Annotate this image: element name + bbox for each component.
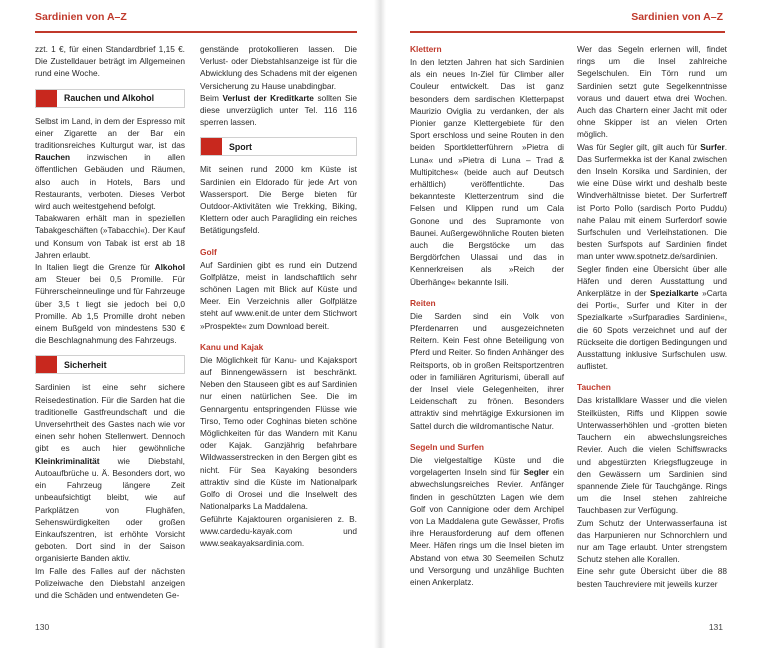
- header-rule-left: [35, 31, 357, 33]
- right-column-1: [410, 43, 564, 588]
- subheading-golf: Golf: [200, 246, 217, 257]
- subheading-kanu: Kanu und Kajak: [200, 341, 264, 352]
- paragraph-surfer: Was für Segler gilt, gilt auch für Surfer. Das Surfermekka ist der Kanal zwischen den Inseln Korsika und Sardinien, der wie eine Düse wirkt und deshalb beste Windverhältnisse bietet. Der Surfertreff ist Porto Pollo (sardisch Porto Puddu) nahe Palau mit einem Surferdorf sowie Surfschulen und Verleihstationen. Die besten Surfspots auf Sardinien findet man unter www.spotnetz.de/sardinien.: [577, 141, 727, 262]
- subheading-klettern: Klettern: [410, 44, 442, 54]
- paragraph-klettern: In den letzten Jahren hat sich Sardinien als ein neues In-Ziel für Climber aller Couleur entwickelt. Das ist ganz besonders dem sardischen Kletterpapst Maurizio Oviglia zu verdanken, der als Pionier ganze Klettergebiete für den Sport erschloss und seine Routen in den beiden Sportkletterführern »Pietra di Luna« und »Pietra di Luna – Trad & Multipitches« (beide auch auf Deutsch erhältlich) veröffentlichte. Das bekannteste Kletterzentrum sind die Felsen und Klippen rund um Cala Gonone und des Supramonte von Baunei. Außergewöhnliche Routen bieten auch die Bergstöcke um das Bergdörfchen Ulassai und das in Kennerkreisen als »Reich der Überhänge« bekannte Isili.: [410, 57, 564, 287]
- section-box-sport: [200, 137, 357, 156]
- paragraph-postage: zzt. 1 €, für einen Standardbrief 1,15 €. Die Zustelldauer beträgt im Allgemeinen rund eine Woche.: [35, 44, 185, 79]
- left-column-1: [35, 43, 185, 601]
- running-header-left: Sardinien von A–Z: [35, 11, 127, 23]
- page-number-left: 130: [35, 622, 50, 632]
- subheading-reiten: Reiten: [410, 297, 436, 308]
- paragraph-kanu-2: Geführte Kajaktouren organisieren z. B. www.cardedu-kayak.com und www.seakayaksardinia.com.: [200, 513, 357, 548]
- subheading-tauchen: Tauchen: [577, 382, 611, 393]
- paragraph-tauchen-3: Eine sehr gute Übersicht über die 88 besten Tauchreviere mit jeweils kurzer: [577, 566, 727, 589]
- paragraph-reiten: Die Sarden sind ein Volk von Pferdenarren und ausgezeichneten Reitern. Kein Fest ohne Beteiligung von Pferd und Reiter. So finden Anhänger des Reitsports, ob in großen Reitsportzentren oder in familiären Agriturismi, überall auf der Insel viele Gelegenheiten, ihrer Leidenschaft zu frönen. Besonders attraktiv sind mehrtägige Exkursionen im Sattel durch die wildromantische Natur.: [410, 310, 564, 431]
- paragraph-segelschulen: Wer das Segeln erlernen will, findet rings um die Insel zahlreiche Segelschulen. Ein Törn rund um Sardinien setzt gute Segelkenntnisse voraus und dauert etwa drei Wochen. Auch das Chartern einer Jacht mit oder ohne Skipper ist an vielen Orten möglich.: [577, 44, 727, 140]
- running-header-right: Sardinien von A–Z: [631, 11, 723, 23]
- section-title-sicherheit: Sicherheit: [64, 359, 107, 370]
- header-rule-right: [410, 31, 725, 33]
- section-title-sport: Sport: [229, 141, 252, 152]
- right-column-2: [577, 43, 727, 590]
- paragraph-kreditkarte: Beim Verlust der Kreditkarte sollten Sie diese unverzüglich unter Tel. 116 116 sperren lassen.: [200, 92, 357, 128]
- subheading-segeln: Segeln und Surfen: [410, 441, 484, 452]
- paragraph-sicherheit-1: Sardinien ist eine sehr sichere Reisedestination. Für die Sarden hat die traditionelle Gastfreundschaft und die Unversehrtheit des Gastes nach wie vor einen sehr hohen Stellenwert. Dennoch gibt es auch hier gewöhnliche Kleinkriminalität wie Diebstahl, Autoaufbrüche u. Ä. Besonders dort, wo ein Fahrzeug längere Zeit unbeaufsichtigt bleibt, wie auf Parkplätzen von Flughäfen, Sehenswürdigkeiten oder großen Einkaufszentren, ist erhöhte Vorsicht geboten. Dort sind in der Saison organisierte Banden aktiv.: [35, 382, 185, 564]
- right-page: [380, 0, 759, 648]
- red-square-marker: [201, 138, 222, 155]
- red-square-marker: [36, 90, 57, 107]
- paragraph-segeln: Die vielgestaltige Küste und die vorgelagerten Inseln sind für Segler ein abwechslungsreiches Revier. Anfänger finden in geschützten Lagen wie dem Golf von Cannigione oder dem Archipel von La Maddalena gute Gewässer, Profis ihre Herausforderung auf dem offenen Meer. Häfen rings um die Insel bieten im Abstand von etwa 30 Seemeilen Schutz und Versorgung und unzählige Buchten einen Ankerplatz.: [410, 454, 564, 587]
- paragraph-sport: Mit seinen rund 2000 km Küste ist Sardinien ein Eldorado für jede Art von Wassersport. Die Berge bieten für Outdoor-Aktivitäten wie Trekking, Biking, Klettern oder auch Paragliding ein reiches Betätigungsfeld.: [200, 164, 357, 236]
- section-box-rauchen: [35, 89, 185, 108]
- paragraph-sicherheit-2: Im Falle des Falles auf der nächsten Polizeiwache den Diebstahl anzeigen und die Schäden und entwendeten Ge-: [35, 565, 185, 600]
- red-square-marker: [36, 356, 57, 373]
- paragraph-kanu-1: Die Möglichkeit für Kanu- und Kajaksport auf Binnengewässern ist beschränkt. Neben den Stauseen gibt es auf Sardinien nur einen natürlichen See. Die im Gennargentu entspringenden Flüsse wie Tirso, Temo oder Coghinas bieten schöne Möglichkeiten für das Wandern mit Kanu oder Kajak. Ganzjährig befahrbare Wildwasserstrecken in den Bergen gibt es nicht. Für Sea Kayaking besonders attraktiv sind die Küste im Nationalpark Golfo di Orosei und die Inselwelt des Nationalparks La Maddalena.: [200, 354, 357, 512]
- page-number-right: 131: [708, 622, 723, 632]
- paragraph-tauchen-1: Das kristallklare Wasser und die vielen Steilküsten, Riffs und Klippen sowie Unterwasserhöhlen und -grotten bieten Tauchern ein abwechslungsreiches Revier. Auch die vielen Schiffswracks und abgestürzten Kriegsflugzeuge in den Gewässern um Sardinien sind spannende Ziele für Tauchgänge. Rings um die Insel stehen zahlreiche Tauchbasen zur Verfügung.: [577, 395, 727, 516]
- paragraph-tauchen-2: Zum Schutz der Unterwasserfauna ist das Harpunieren nur Schnorchlern und nur am Tage erlaubt. Unter strengstem Schutz stehen alle Korallen.: [577, 517, 727, 565]
- section-title-rauchen: Rauchen und Alkohol: [64, 93, 155, 104]
- paragraph-rauchen-2: Tabakwaren erhält man in speziellen Tabakgeschäften (»Tabacchi«). Der Kauf und Konsum von Tabak ist erst ab 18 Jahren erlaubt.: [35, 213, 185, 260]
- left-column-2: [200, 43, 357, 549]
- section-box-sicherheit: [35, 355, 185, 374]
- paragraph-continued: genstände protokollieren lassen. Die Verlust- oder Diebstahlsanzeige ist für die Abwicklung des Schadens mit der eigenen Versicherung zu Hause unabdingbar.: [200, 44, 357, 91]
- paragraph-alkohol: In Italien liegt die Grenze für Alkohol am Steuer bei 0,5 Promille. Für Führerscheinneulinge und für Fahrzeuge über 3,5 t liegt sie jedoch bei 0,0 Promille. Ab 1,5 Promille droht neben einem Bußgeld von mindestens 530 € die Beschlagnahmung des Fahrzeugs.: [35, 262, 185, 346]
- paragraph-spezialkarte: Segler finden eine Übersicht über alle Häfen und deren Ausstattung und Ankerplätze in der Spezialkarte »Carta dei Porti«, Surfer und Kiter in der Spezialkarte »Surfparadies Sardinien«, die 60 Spots verzeichnet und auf der Rückseite die dortigen Bedingungen und Ausstattung inklusive Surfschulen usw. auflistet.: [577, 263, 727, 372]
- paragraph-golf: Auf Sardinien gibt es rund ein Dutzend Golfplätze, meist in landschaftlich sehr schönen Lagen mit Blick auf Küste und Meer. Ein Verzeichnis aller Golfplätze steht auf www.enit.de unter dem Stichwort »Prospekte« zum Download bereit.: [200, 259, 357, 331]
- paragraph-rauchen-1: Selbst im Land, in dem der Espresso mit einer Zigarette an der Bar ein traditionsreiches Kulturgut war, ist das Rauchen inzwischen in allen öffentlichen Gebäuden und Räumen, also auch in Hotels, Bars und Restaurants, verboten. Dieses Verbot wird auch weitestgehend befolgt.: [35, 115, 185, 212]
